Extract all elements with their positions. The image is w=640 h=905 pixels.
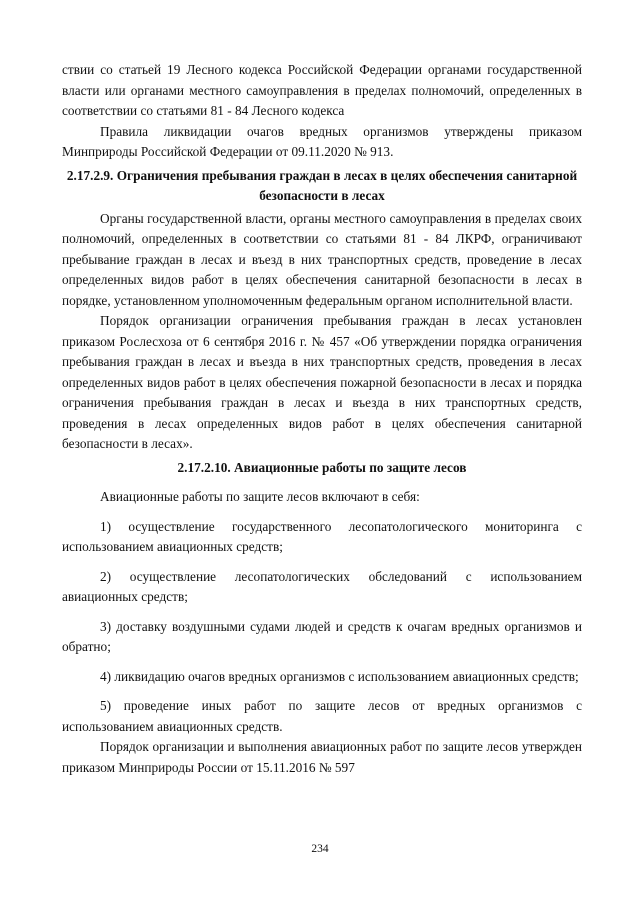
document-page xyxy=(62,60,582,778)
list-item-1: 1) осуществление государственного лесопатологического мониторинга с использованием авиационных средств; xyxy=(62,518,582,554)
paragraph-aviation-intro: Авиационные работы по защите лесов включают в себя: xyxy=(100,489,420,504)
list-item-5: 5) проведение иных работ по защите лесов от вредных организмов с использованием авиационных средств. xyxy=(62,698,582,734)
list-item-4: 4) ликвидацию очагов вредных организмов с использованием авиационных средств; xyxy=(100,668,579,684)
paragraph-liquidation-rules: Правила ликвидации очагов вредных организмов утверждены приказом Минприроды Российской Федерации от 09.11.2020 № 913. xyxy=(62,123,582,159)
page-number: 234 xyxy=(311,843,329,855)
list-item-3: 3) доставку воздушными судами людей и средств к очагам вредных организмов и обратно; xyxy=(62,618,582,654)
section-heading-2-17-2-10: 2.17.2.10. Авиационные работы по защите лесов xyxy=(177,459,467,475)
paragraph-aviation-order: Порядок организации и выполнения авиационных работ по защите лесов утвержден приказом Минприроды России от 15.11.2016 № 597 xyxy=(62,739,582,775)
list-item-2: 2) осуществление лесопатологических обследований с использованием авиационных средств; xyxy=(62,568,582,604)
paragraph-authorities: Органы государственной власти, органы местного самоуправления в пределах своих полномочий, определенных в соответствии со статьями 81 - 84 ЛКРФ, ограничивают пребывание граждан в лесах и въезд в них транспортных средств, проведение в лесах определенных видов работ в целях обеспечения санитарной безопасности в лесах в порядке, установленном уполномоченным федеральным органом исполнительной власти. xyxy=(62,210,582,308)
section-heading-2-17-2-9: 2.17.2.9. Ограничения пребывания граждан в лесах в целях обеспечения санитарной безопасности в лесах xyxy=(66,167,578,203)
paragraph-restriction-order: Порядок организации ограничения пребывания граждан в лесах установлен приказом Рослесхоза от 6 сентября 2016 г. № 457 «Об утверждении порядка ограничения пребывания граждан в лесах и въезда в них транспортных средств, проведения в лесах определенных видов работ в целях обеспечения пожарной безопасности в лесах и порядка ограничения пребывания граждан в лесах и въезда в них транспортных средств, проведения в лесах определенных видов работ в целях обеспечения санитарной безопасности в лесах». xyxy=(62,313,582,451)
paragraph-continuation: ствии со статьей 19 Лесного кодекса Российской Федерации органами государственной власти или органами местного самоуправления в пределах полномочий, определенных в соответствии со статьями 81 - 84 Лесного кодекса xyxy=(62,62,582,118)
